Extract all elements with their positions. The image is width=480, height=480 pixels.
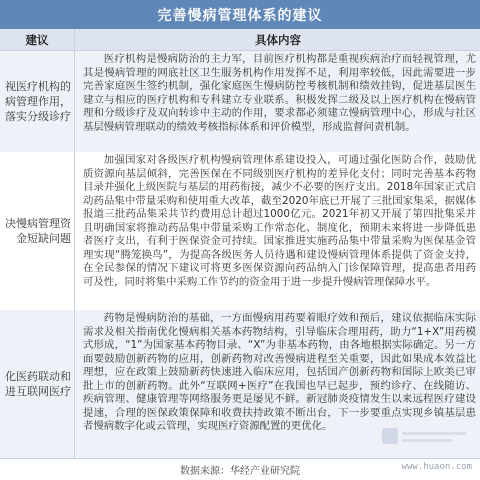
table-row	[0, 51, 480, 153]
content-cell	[74, 152, 480, 310]
content-text: 医疗机构是慢病防治的主力军，目前医疗机构都是重视疾病治疗而轻视管理，尤其是慢病管理的网底社区卫生服务机构作用发挥不足，利用率较低，因此需要进一步完善家庭医生签约机制，强化家庭医生慢病防控考核机制和绩效挂钩，促进基层医生建立与相应的医疗机构和专科建立专业联系。积极发挥二级及以上医疗机构在慢病管理和分级诊疗及双向转诊中主动的作用，要求都必须建立慢病管理中心，形成与社区基层慢病管理联动的绩效考核指标体系和评价模型，形成监督问责机制。	[83, 53, 476, 133]
header-content: 具体内容	[74, 29, 480, 50]
content-text: 药物是慢病防治的基础，一方面慢病用药要着眼疗效和预后，建议依据临床实际需求及相关指南优化慢病相关基本药物结构，引导临床合理用药，助力“1+X”用药模式形成，“1”为国家基本药物目录、“X”为非基本药物，由各地根据实际确定。另一方面要鼓励创新药物的应用，创新药物对改善慢病进程至关重要，因此如果成本效益比理想，应在政策上鼓励新药快速进入临床应用，包括国产创新药物和国际上欧美已审批上市的创新药物。此外“互联网+医疗”在我国也早已起步，预约诊疗、在线随访、疾病管理、健康管理等网络服务更是屡见不鲜。新冠肺炎疫情发生以来远程医疗建设提速，合理的医保政策保障和收费扶持政策不断出台，下一步要重点实现乡镇基层患者慢病数字化或云管理，实现医疗资源配置的更优化。	[83, 312, 476, 432]
table-header-row	[0, 29, 480, 51]
suggestion-text: 化医药联动和 进互联网医疗	[5, 370, 71, 398]
header-suggestion: 建议	[25, 32, 49, 47]
table-row	[0, 152, 480, 311]
suggestion-cell	[0, 51, 74, 152]
watermark-logo	[380, 424, 470, 458]
content-cell	[74, 51, 480, 152]
watermark-url: www.huaon.com	[401, 462, 472, 472]
suggestion-cell	[0, 310, 74, 458]
source-note: 数据来源：华经产业研究院	[180, 466, 300, 477]
content-text: 加强国家对各级医疗机构慢病管理体系建设投入，可通过强化医防合作，鼓励优质资源向基层倾斜，完善医保在不同级别医疗机构的差异化支付；同时完善基本药物目录并强化上级医院与基层的用药衔接，减少不必要的医疗支出。2018年国家正式启动药品集中带量采购和使用重大改革，截至2020年底已开展了三批国家集采，据媒体报道三批药品集采共节约费用总计超过1000亿元。2021年初又开展了第四批集采并且明确国家将推动药品集中带量采购工作常态化、制度化，预期未来将进一步降低患者医疗支出，有利于医保资金可持续。国家推进实施药品集中带量采购为医保基金管理实现“腾笼换鸟”，为提高各级医务人员待遇和建设慢病管理体系提供了资金支持，在全民参保的情况下建议可将更多医保资源向药品纳入门诊保障管理，提高患者用药可及性，同时将集中采购工作节约的资金用于进一步提升慢病管理保障水平。	[83, 154, 476, 288]
suggestion-text: 视医疗机构的 病管理作用， 落实分级诊疗	[5, 80, 71, 123]
suggestion-cell	[0, 152, 74, 310]
suggestion-text: 决慢病管理资 金短缺问题	[5, 217, 71, 245]
page-title: 完善慢病管理体系的建议	[0, 0, 480, 29]
